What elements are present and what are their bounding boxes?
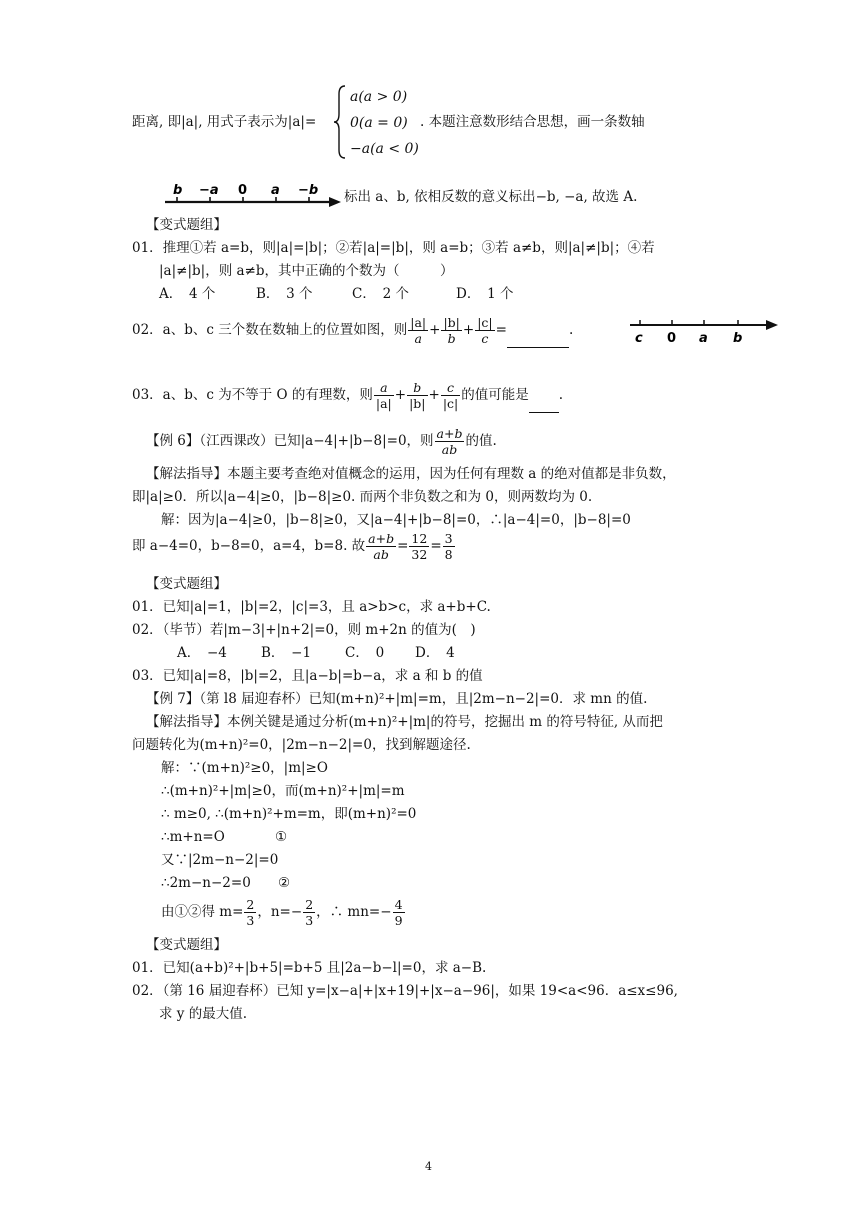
frac-den: c [481,331,489,346]
g1-q2-frac-a [408,315,428,346]
ex6-title-frac [435,426,465,457]
frac-num: a+b [436,426,463,441]
ex7-step-2: ∴(m+n)²+|m|≥0，而(m+n)²+|m|=m [161,783,405,799]
g1-q3-frac-c [441,380,460,411]
g1-q1-option-b: B． 3 个 [256,286,313,302]
frac-den: 32 [411,547,428,562]
ex6-title [146,423,497,459]
g1-q1-option-c: C． 2 个 [352,286,409,302]
number-line-figure-2 [628,316,780,346]
g1-q3-after: 的值可能是 [461,387,529,403]
numline1-label-neg-b: −b [298,183,319,198]
numline1-label-zero: 0 [238,183,248,198]
frac-num: 2 [305,897,314,912]
ex6-solution-line2: 即 a−4=0，b−8=0，a=4，b=8. 故 $\frac{a+b}{ab}$ = $\frac{12}{32}$ = $\frac{3}{8}$ [132,531,453,562]
ex7-guide-line1: 【解法指导】本例关键是通过分析(m+n)²+|m|的符号，挖掘出 m 的符号特征, 从而把 [146,714,663,730]
ex6-solution-line1: 解：因为|a−4|≥0，|b−8|≥0，又|a−4|+|b−8|=0，∴|a−4|=0，|b−8|=0 [161,512,631,528]
ex6-title-text: 【例 6】（江西课改）已知|a−4|+|b−8|=0，则 [146,433,434,449]
intro-line2: 标出 a、b, 依相反数的意义标出−b, −a, 故选 A. [344,189,638,205]
frac-num: |a| [410,315,427,330]
g1-q2-frac-b [441,315,461,346]
frac-den: b [447,331,456,346]
ex7-guide-line2: 问题转化为(m+n)²=0，|2m−n−2|=0，找到解题途径. [132,737,471,753]
g1-q2-equals: = [495,322,507,338]
g1-q3: 03．a、b、c 为不等于 O 的有理数，则 $\frac{a}{|a|}$ + $\frac{b}{|b|}$ + $\frac{c}{|c|}$ 的值可能是 . [132,380,564,411]
g1-q3-text: 03．a、b、c 为不等于 O 的有理数，则 [132,387,373,403]
cases-brace [333,84,347,160]
case-positive: a(a > 0) [350,89,408,105]
numline1-label-a: a [271,183,280,198]
ex6-sol-frac-3 [443,531,455,562]
ex7-step-6-mark: ② [278,875,291,891]
ex6-sol2-text: 即 a−4=0，b−8=0，a=4，b=8. 故 [132,538,366,554]
frac-den: |b| [409,396,426,411]
group3-heading: 【变式题组】 [146,937,227,953]
g1-q1-option-d: D． 1 个 [456,286,514,302]
g2-q2-option-a: A． −4 [177,645,227,661]
numline2-label-c: c [635,331,643,346]
ex6-sol-frac-1 [366,531,396,562]
number-line-figure-1 [163,180,343,210]
frac-num: 12 [411,531,428,546]
numline1-label-b: b [173,183,183,198]
intro-line1-after: . 本题注意数形结合思想，画一条数轴 [420,114,645,130]
frac-num: c [441,380,460,396]
ex7-title: 【例 7】（第 l8 届迎春杯）已知(m+n)²+|m|=m，且|2m−n−2|=0．求 mn 的值. [146,691,648,707]
frac-num: 4 [394,897,403,912]
ex7-step-5: 又∵|2m−n−2|=0 [161,852,279,868]
ex7-step-6: ∴2m−n−2=0 [161,875,251,891]
g3-q2-line2: 求 y 的最大值. [159,1006,248,1022]
g1-q3-frac-a [374,380,394,411]
ex7-step-4-mark: ① [275,829,288,845]
ex6-title-after: 的值. [465,433,497,449]
ex7-s7-mid: ，n=− [257,904,303,920]
g2-q2-option-b: B． −1 [261,645,312,661]
ex7-step-4: ∴m+n=O [161,829,225,845]
numline1-label-neg-a: −a [199,183,219,198]
frac-num: |c| [477,315,493,330]
answer-blank[interactable] [507,333,569,348]
frac-den: a [414,331,422,346]
ex7-step-3: ∴ m≥0, ∴(m+n)²+m=m，即(m+n)²=0 [161,806,417,822]
g1-q3-frac-b [407,380,427,411]
numline2-label-a: a [699,331,708,346]
frac-den: |c| [442,396,459,411]
frac-num: |b| [443,315,460,330]
frac-den: ab [373,547,389,562]
case-negative: −a(a < 0) [350,141,419,157]
ex7-s7-frac-3 [393,897,405,928]
g1-q1-line1: 01．推理①若 a=b，则|a|=|b|；②若|a|=|b|，则 a=b；③若 a≠b，则|a|≠|b|；④若 [132,240,655,256]
frac-num: 2 [246,897,255,912]
g2-q2: 02．（毕节）若|m−3|+|n+2|=0，则 m+2n 的值为( ) [132,622,476,638]
ex6-sol-frac-2 [409,531,429,562]
g1-q2-text: 02．a、b、c 三个数在数轴上的位置如图，则 [132,322,408,338]
ex7-step-7 [161,894,406,930]
g2-q1: 01．已知|a|=1，|b|=2，|c|=3，且 a>b>c，求 a+b+C. [132,599,491,615]
frac-den: ab [441,442,458,457]
ex7-s7-mid2: ，∴ mn=− [316,904,392,920]
frac-den: 3 [246,913,255,928]
ex7-s7-frac-2 [303,897,315,928]
frac-num: a [374,380,394,396]
g2-q2-option-c: C． 0 [345,645,385,661]
frac-num: b [407,380,427,396]
numline2-label-zero: 0 [667,331,677,346]
numline2-label-b: b [733,331,743,346]
g3-q1: 01．已知(a+b)²+|b+5|=b+5 且|2a−b−l|=0，求 a−B. [132,960,487,976]
ex7-step-1: 解：∵(m+n)²≥0，|m|≥O [161,760,328,776]
case-zero: 0(a = 0) [350,115,408,131]
frac-num: a+b [368,531,395,546]
group1-heading: 【变式题组】 [146,217,227,233]
page-number: 4 [425,1160,432,1173]
ex7-s7-frac-1 [244,897,256,928]
g3-q2-line1: 02．（第 16 届迎春杯）已知 y=|x−a|+|x+19|+|x−a−96|，如果 19<a<96．a≤x≤96, [132,983,678,999]
ex6-guide-line1: 【解法指导】本题主要考查绝对值概念的运用，因为任何有理数 a 的绝对值都是非负数， [146,466,676,482]
g2-q3: 03．已知|a|=8，|b|=2，且|a−b|=b−a，求 a 和 b 的值 [132,668,483,684]
frac-den: 8 [444,547,453,562]
g1-q2: 02．a、b、c 三个数在数轴上的位置如图，则 $\frac{|a|}{a}$ + $\frac{|b|}{b}$ + $\frac{|c|}{c}$ = . [132,315,574,346]
frac-den: |a| [375,396,392,411]
intro-line1-before: 距离, 即|a|, 用式子表示为|a|= [132,114,317,130]
g2-q2-option-d: D． 4 [415,645,455,661]
g1-q1-line2: |a|≠|b|，则 a≠b，其中正确的个数为（ ） [159,263,454,279]
cases-block [350,84,419,162]
answer-blank[interactable] [529,398,559,413]
frac-den: 3 [305,913,314,928]
frac-num: 3 [444,531,453,546]
ex6-guide-line2: 即|a|≥0．所以|a−4|≥0，|b−8|≥0. 而两个非负数之和为 0，则两数均为 0. [132,489,593,505]
ex7-s7-before: 由①②得 m= [161,904,244,920]
g1-q2-frac-c [475,315,494,346]
g1-q1-option-a: A． 4 个 [159,286,216,302]
frac-den: 9 [394,913,403,928]
group2-heading: 【变式题组】 [146,576,227,592]
